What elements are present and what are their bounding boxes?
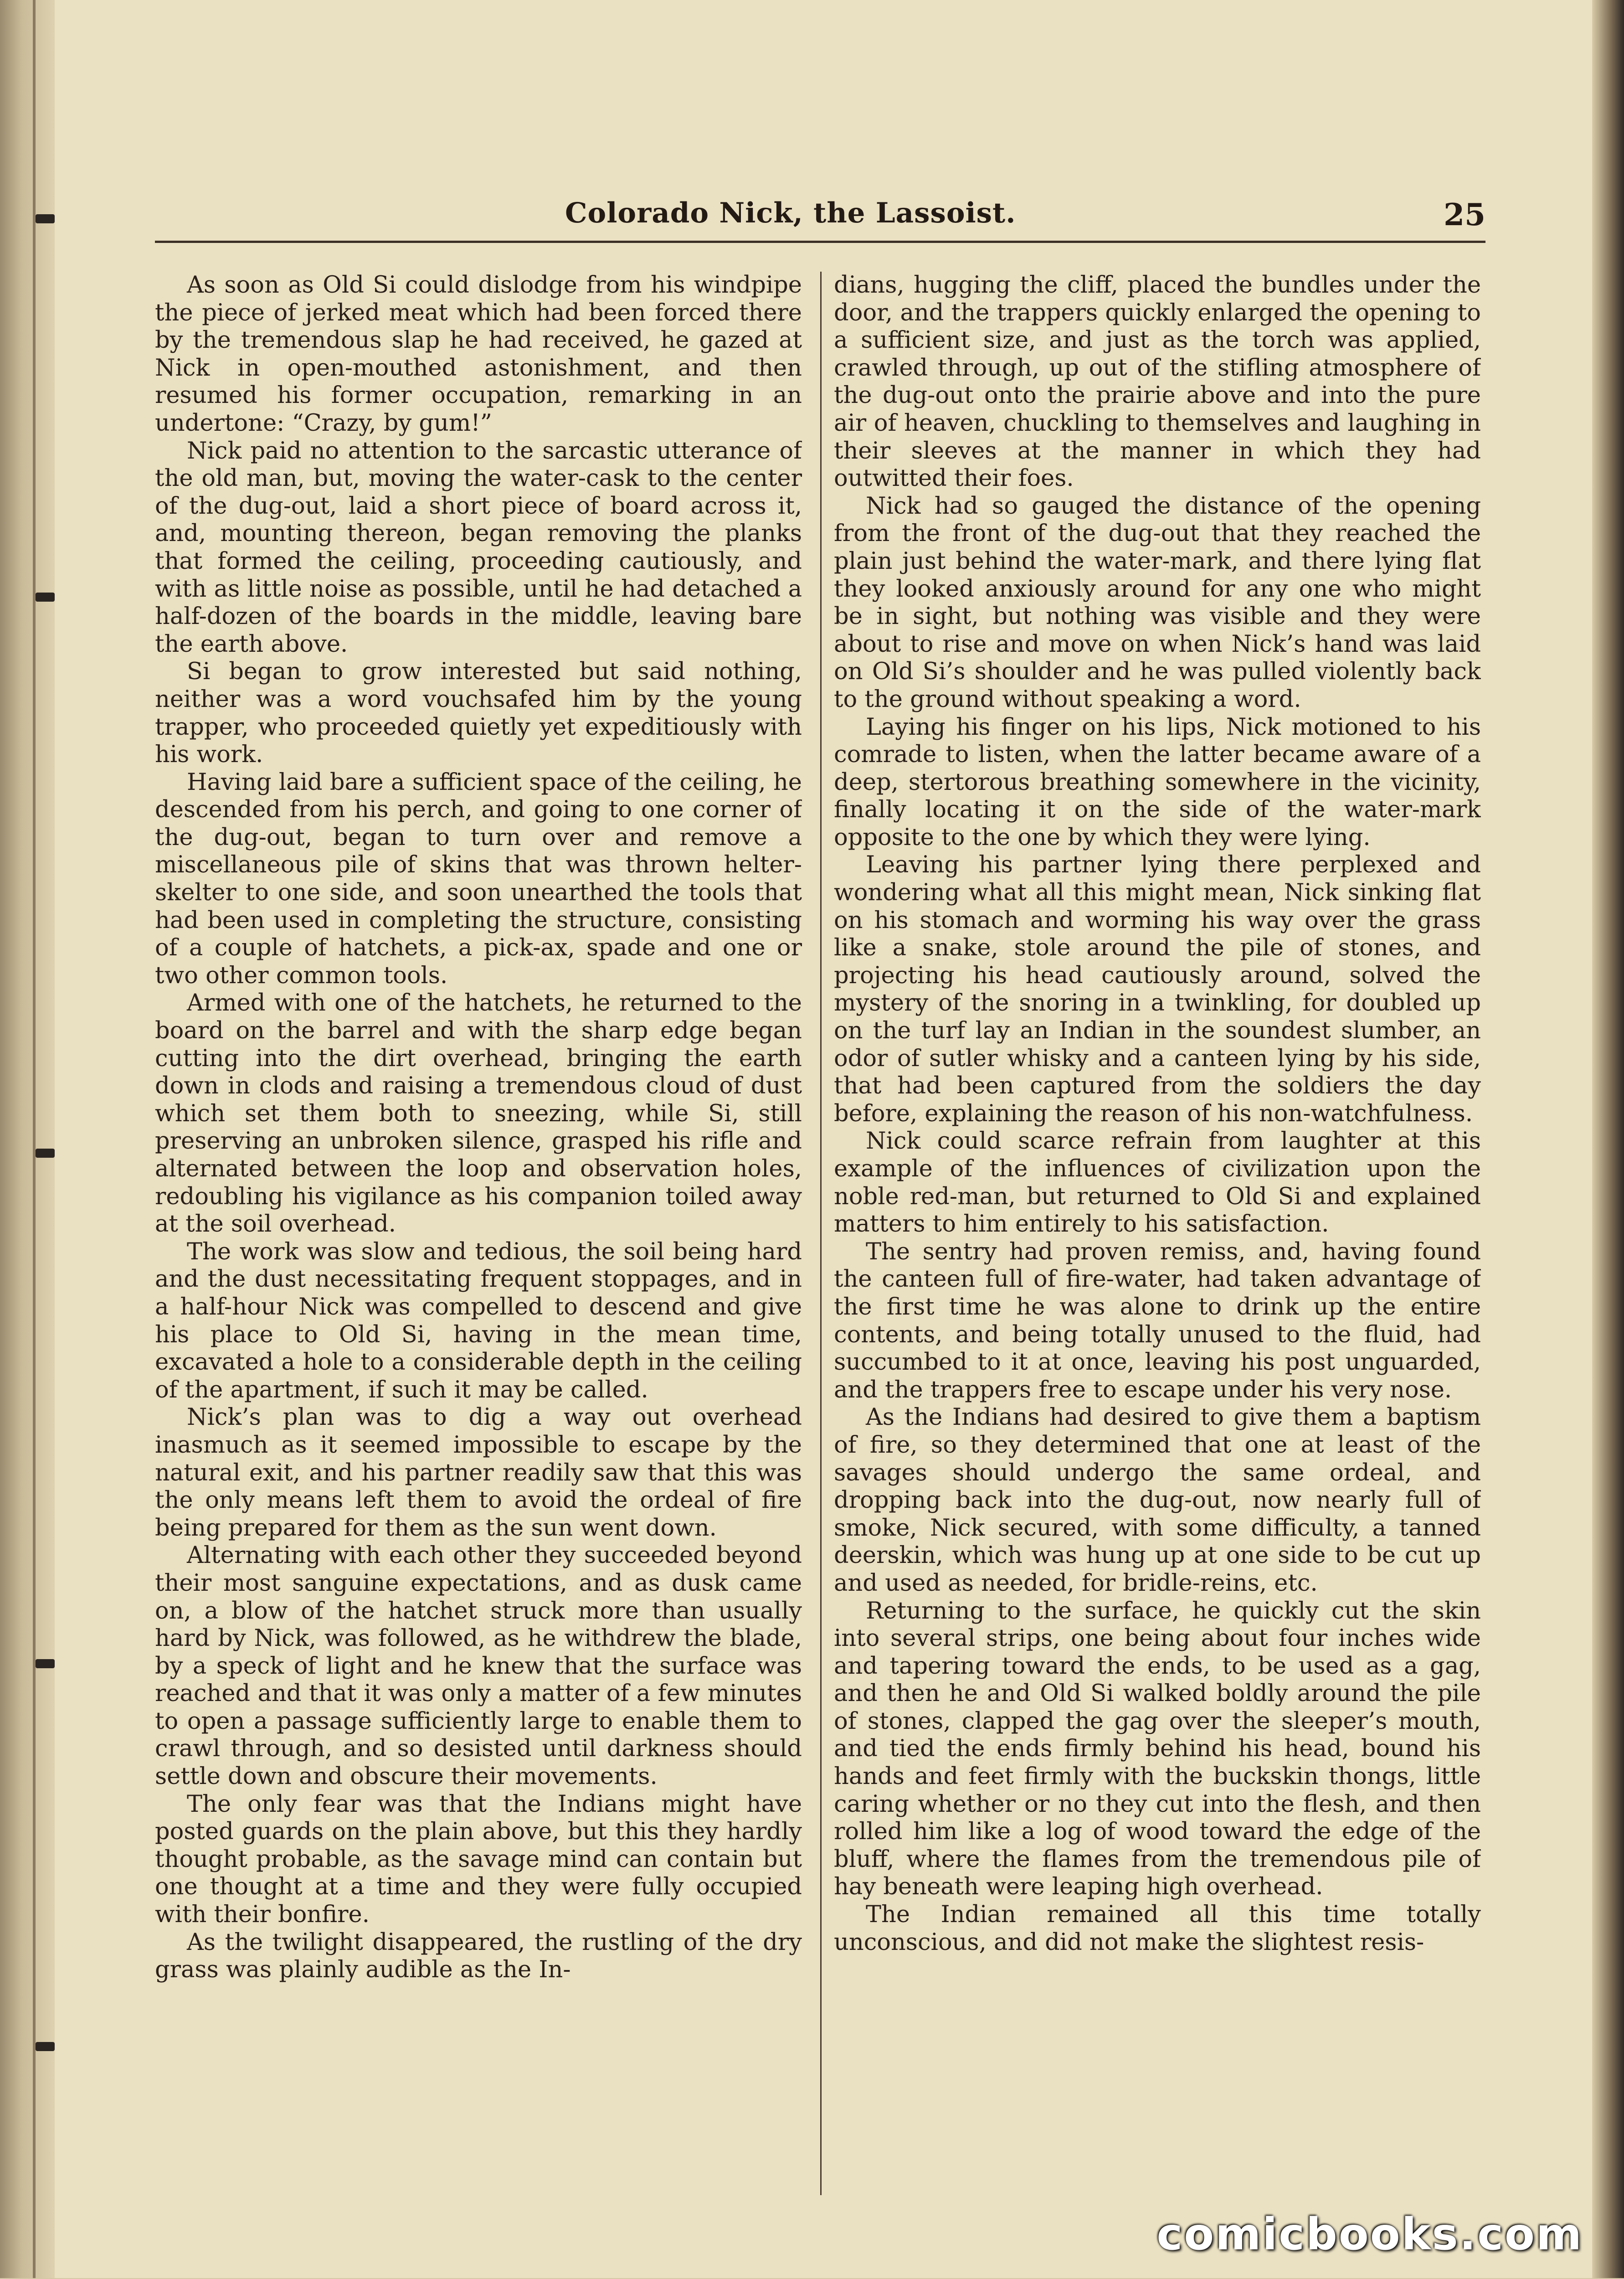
binding-stitch: [36, 1659, 55, 1668]
binding-stitch: [36, 593, 55, 602]
paragraph: Having laid bare a sufficient space of the ceiling, he descended from his perch, and going to one corner of the dug-out, began to turn over and remove a miscellaneous pile of skins that was thrown helter-skelter to one side, and soon unearthed the tools that had been used in completing the structure, consisting of a couple of hatchets, a pick-ax, spade and one or two other common tools.: [155, 768, 802, 989]
paragraph: Leaving his partner lying there perplexed and wondering what all this might mean, Nick sinking flat on his stomach and worming his way over the grass like a snake, stole around the pile of stones, and projecting his head cautiously around, solved the mystery of the snoring in a twinkling, for doubled up on the turf lay an Indian in the soundest slumber, an odor of sutler whisky and a canteen lying by his side, that had been captured from the soldiers the day before, explaining the reason of his non-watchfulness.: [834, 851, 1481, 1127]
paragraph: Nick had so gauged the distance of the opening from the front of the dug-out that they reached the plain just behind the water-mark, and there lying flat they looked anxiously around for any one who might be in sight, but nothing was visible and they were about to rise and move on when Nick’s hand was laid on Old Si’s shoulder and he was pulled violently back to the ground without speaking a word.: [834, 492, 1481, 713]
binding-stitch: [36, 2042, 55, 2051]
paragraph: Si began to grow interested but said nothing, neither was a word vouchsafed him by the young trapper, who proceeded quietly yet expeditiously with his work.: [155, 658, 802, 768]
page-number: 25: [1444, 197, 1485, 232]
binding-stitch: [36, 214, 55, 223]
site-watermark: comicbooks.com: [1156, 2209, 1583, 2260]
right-column: [834, 272, 1481, 2200]
paragraph: Nick paid no attention to the sarcastic utterance of the old man, but, moving the water-cask to the center of the dug-out, laid a short piece of board across it, and, mounting thereon, began removing the planks that formed the ceiling, proceeding cautiously, and with as little noise as possible, until he had detached a half-dozen of the boards in the middle, leaving bare the earth above.: [155, 437, 802, 658]
paragraph: Nick’s plan was to dig a way out overhead inasmuch as it seemed impossible to escape by the natural exit, and his partner readily saw that this was the only means left them to avoid the ordeal of fire being prepared for them as the sun went down.: [155, 1404, 802, 1542]
left-column: [155, 272, 802, 2200]
column-divider: [820, 272, 822, 2195]
page-right-edge: [1592, 0, 1624, 2279]
paragraph: As soon as Old Si could dislodge from his windpipe the piece of jerked meat which had been forced there by the tremendous slap he had received, he gazed at Nick in open-mouthed astonishment, and then resumed his former occupation, remarking in an undertone: “Crazy, by gum!”: [155, 272, 802, 437]
paragraph: The work was slow and tedious, the soil being hard and the dust necessitating frequent stoppages, and in a half-hour Nick was compelled to descend and give his place to Old Si, having in the mean time, excavated a hole to a considerable depth in the ceiling of the apartment, if such it may be called.: [155, 1238, 802, 1403]
binding-stitch: [36, 1149, 55, 1158]
running-title: Colorado Nick, the Lassoist.: [565, 197, 1016, 229]
page-binding-edge: [0, 0, 55, 2279]
gutter-line: [33, 0, 36, 2279]
paragraph: Laying his finger on his lips, Nick motioned to his comrade to listen, when the latter became aware of a deep, stertorous breathing somewhere in the vicinity, finally locating it on the side of the water-mark opposite to the one by which they were lying.: [834, 713, 1481, 851]
paragraph: Alternating with each other they succeeded beyond their most sanguine expectations, and as dusk came on, a blow of the hatchet struck more than usually hard by Nick, was followed, as he withdrew the blade, by a speck of light and he knew that the surface was reached and that it was only a matter of a few minutes to open a passage sufficiently large to enable them to crawl through, and so desisted until darkness should settle down and obscure their movements.: [155, 1542, 802, 1790]
running-header: [155, 197, 1485, 233]
paragraph: Returning to the surface, he quickly cut the skin into several strips, one being about four inches wide and tapering toward the ends, to be used as a gag, and then he and Old Si walked boldly around the pile of stones, clapped the gag over the sleeper’s mouth, and tied the ends firmly behind his head, bound his hands and feet firmly with the buckskin thongs, little caring whether or no they cut into the flesh, and then rolled him like a log of wood toward the edge of the bluff, where the flames from the tremendous pile of hay beneath were leaping high overhead.: [834, 1597, 1481, 1901]
paragraph: The only fear was that the Indians might have posted guards on the plain above, but this they hardly thought probable, as the savage mind can contain but one thought at a time and they were fully occupied with their bonfire.: [155, 1790, 802, 1928]
paragraph: Armed with one of the hatchets, he returned to the board on the barrel and with the sharp edge began cutting into the dirt overhead, bringing the earth down in clods and raising a tremendous cloud of dust which set them both to sneezing, while Si, still preserving an unbroken silence, grasped his rifle and alternated between the loop and observation holes, redoubling his vigilance as his companion toiled away at the soil overhead.: [155, 990, 802, 1238]
paragraph: The Indian remained all this time totally unconscious, and did not make the slightest resis-: [834, 1901, 1481, 1956]
paragraph: As the twilight disappeared, the rustling of the dry grass was plainly audible as the In-: [155, 1928, 802, 1984]
header-rule: [155, 241, 1485, 243]
paragraph: dians, hugging the cliff, placed the bundles under the door, and the trappers quickly enlarged the opening to a sufficient size, and just as the torch was applied, crawled through, up out of the stifling atmosphere of the dug-out onto the prairie above and into the pure air of heaven, chuckling to themselves and laughing in their sleeves at the manner in which they had outwitted their foes.: [834, 272, 1481, 492]
paragraph: The sentry had proven remiss, and, having found the canteen full of fire-water, had taken advantage of the first time he was alone to drink up the entire contents, and being totally unused to the fluid, had succumbed to it at once, leaving his post unguarded, and the trappers free to escape under his very nose.: [834, 1238, 1481, 1403]
paragraph: Nick could scarce refrain from laughter at this example of the influences of civilization upon the noble red-man, but returned to Old Si and explained matters to him entirely to his satisfaction.: [834, 1128, 1481, 1238]
paragraph: As the Indians had desired to give them a baptism of fire, so they determined that one at least of the savages should undergo the same ordeal, and dropping back into the dug-out, now nearly full of smoke, Nick secured, with some difficulty, a tanned deerskin, which was hung up at one side to be cut up and used as needed, for bridle-reins, etc.: [834, 1404, 1481, 1597]
